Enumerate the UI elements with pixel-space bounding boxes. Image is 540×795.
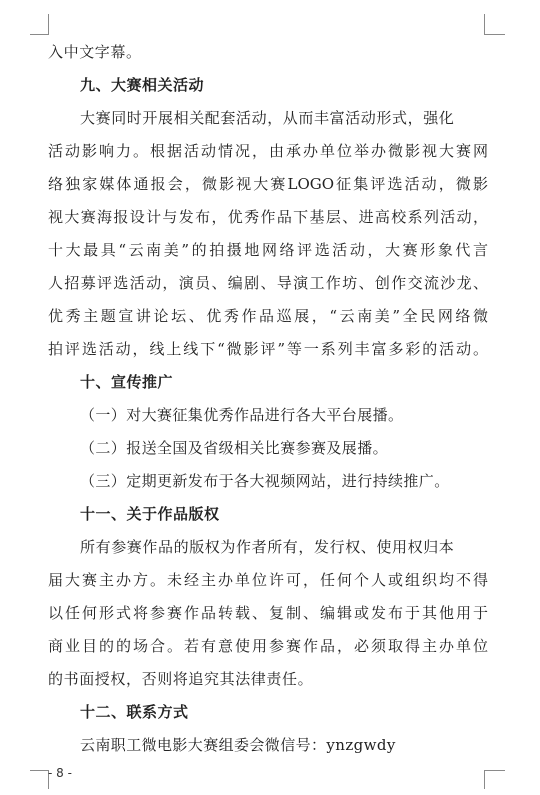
document-body [48, 36, 488, 762]
paragraph-line: 活动影响力。根据活动情况，由承办单位举办微影视大赛网 [48, 142, 488, 160]
list-item: （一）对大赛征集优秀作品进行各大平台展播。 [80, 406, 404, 424]
paragraph-line: 的书面授权，否则将追究其法律责任。 [48, 670, 314, 688]
page-number: - 8 - [48, 766, 72, 780]
section-heading: 十、宣传推广 [80, 373, 174, 391]
paragraph-line: 人招募评选活动，演员、编剧、导演工作坊、创作交流沙龙、 [48, 274, 488, 292]
crop-mark-bottom-right [484, 770, 505, 789]
crop-mark-bottom-left [30, 770, 49, 789]
list-item: （三）定期更新发布于各大视频网站，进行持续推广。 [80, 472, 450, 490]
section-heading: 十二、联系方式 [80, 703, 189, 721]
paragraph-line: 络独家媒体通报会，微影视大赛LOGO征集评选活动，微影 [48, 175, 488, 193]
paragraph-line: 大赛同时开展相关配套活动，从而丰富活动形式，强化 [80, 109, 455, 127]
paragraph-line: 所有参赛作品的版权为作者所有，发行权、使用权归本 [80, 538, 455, 556]
list-item: （二）报送全国及省级相关比赛参赛及展播。 [80, 439, 389, 457]
section-heading: 九、大赛相关活动 [80, 76, 205, 94]
section-heading: 十一、关于作品版权 [80, 505, 220, 523]
crop-mark-top-right [484, 14, 505, 35]
paragraph-line: 十大最具“云南美”的拍摄地网络评选活动，大赛形象代言 [48, 241, 488, 259]
paragraph-line: 拍评选活动，线上线下“微影评”等一系列丰富多彩的活动。 [48, 340, 488, 358]
paragraph-line: 届大赛主办方。未经主办单位许可，任何个人或组织均不得 [48, 571, 488, 589]
paragraph-line: 入中文字幕。 [48, 43, 142, 61]
list-item: 云南职工微电影大赛组委会微信号：ynzgwdy [80, 736, 396, 754]
paragraph-line: 以任何形式将参赛作品转载、复制、编辑或发布于其他用于 [48, 604, 488, 622]
paragraph-line: 视大赛海报设计与发布，优秀作品下基层、进高校系列活动， [48, 208, 488, 226]
paragraph-line: 优秀主题宣讲论坛、优秀作品巡展，“云南美”全民网络微 [48, 307, 488, 325]
crop-mark-top-left [30, 14, 49, 35]
paragraph-line: 商业目的的场合。若有意使用参赛作品，必须取得主办单位 [48, 637, 488, 655]
